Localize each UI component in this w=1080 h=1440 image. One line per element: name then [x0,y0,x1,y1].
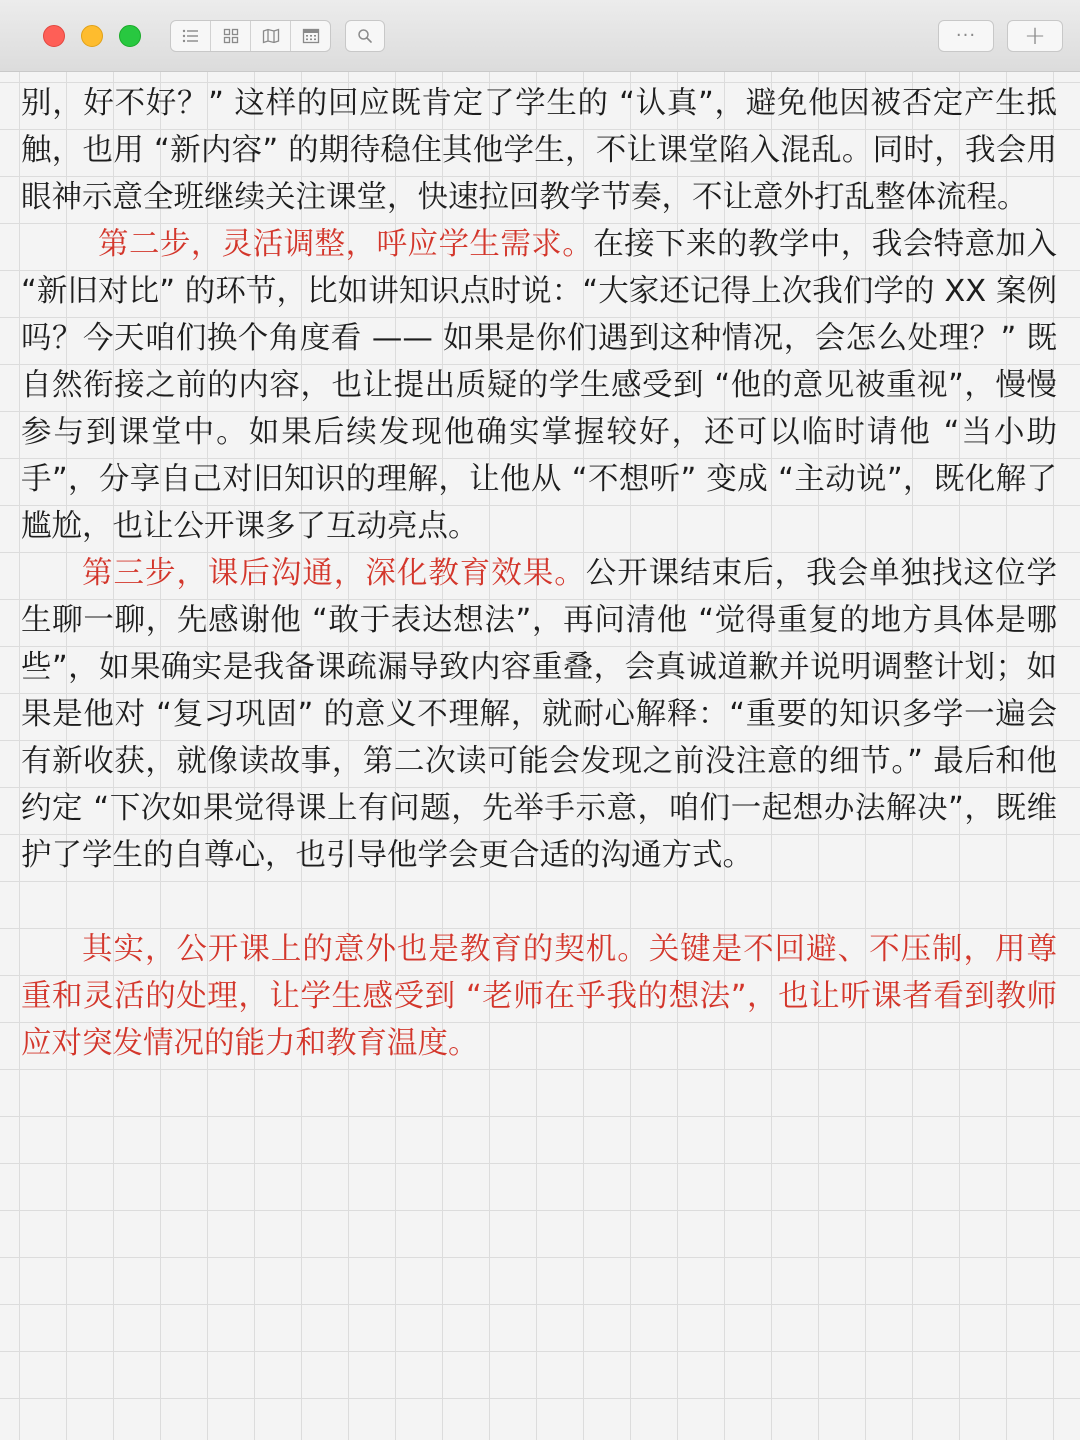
paragraph-spacer [21,879,1057,926]
more-icon: ··· [955,25,977,46]
grid-paper-document[interactable] [0,72,1080,1440]
grid-view-button[interactable] [211,21,251,51]
list-view-button[interactable] [171,21,211,51]
view-mode-switcher [170,20,331,52]
step-two-heading: 第二步，灵活调整，呼应学生需求。 [98,227,594,262]
calendar-icon [302,28,320,44]
map-view-button[interactable] [251,21,291,51]
search-icon [357,28,373,44]
step-two-body: 在接下来的教学中，我会特意加入 “新旧对比” 的环节，比如讲知识点时说：“大家还记得上次我们学的 XX 案例吗？今天咱们换个角度看 —— 如果是你们遇到这种情况，会怎么处理？” 既自然衔接之前的内容，也让提出质疑的学生感受到 “他的意见被重视”，慢慢参与到课堂中。如果后续发现他确实掌握较好，还可以临时请他 “当小助手”，分享自己对旧知识的理解，让他从 “不想听” 变成 “主动说”，既化解了尴尬，也让公开课多了互动亮点。 [21,227,1058,544]
map-icon [262,28,280,44]
document-body [21,80,1057,1067]
paragraph-2 [21,221,1057,550]
conclusion-paragraph: 其实，公开课上的意外也是教育的契机。关键是不回避、不压制，用尊重和灵活的处理，让学生感受到 “老师在乎我的想法”，也让听课者看到教师应对突发情况的能力和教育温度。 [21,932,1057,1061]
step-three-heading: 第三步，课后沟通，深化教育效果。 [82,556,586,591]
paragraph-3 [21,550,1057,879]
calendar-view-button[interactable] [291,21,330,51]
zoom-window-button[interactable] [119,25,141,47]
more-options-button[interactable] [938,20,994,52]
paragraph-1: 别，好不好？” 这样的回应既肯定了学生的 “认真”，避免他因被否定产生抵触，也用 “新内容” 的期待稳住其他学生，不让课堂陷入混乱。同时，我会用眼神示意全班继续关注课堂，快速拉回教学节奏，不让意外打乱整体流程。 [21,86,1057,215]
grid-icon [223,28,239,44]
close-window-button[interactable] [43,25,65,47]
plus-icon: + [1024,21,1046,51]
minimize-window-button[interactable] [81,25,103,47]
add-note-button[interactable] [1007,20,1063,52]
window-toolbar [0,0,1080,72]
list-icon [182,28,200,44]
step-three-body: 公开课结束后，我会单独找这位学生聊一聊，先感谢他 “敢于表达想法”，再问清他 “觉得重复的地方具体是哪些”，如果确实是我备课疏漏导致内容重叠，会真诚道歉并说明调整计划；如果是他对 “复习巩固” 的意义不理解，就耐心解释：“重要的知识多学一遍会有新收获，就像读故事，第二次读可能会发现之前没注意的细节。” 最后和他约定 “下次如果觉得课上有问题，先举手示意，咱们一起想办法解决”，既维护了学生的自尊心，也引导他学会更合适的沟通方式。 [21,556,1058,873]
search-button[interactable] [345,20,385,52]
